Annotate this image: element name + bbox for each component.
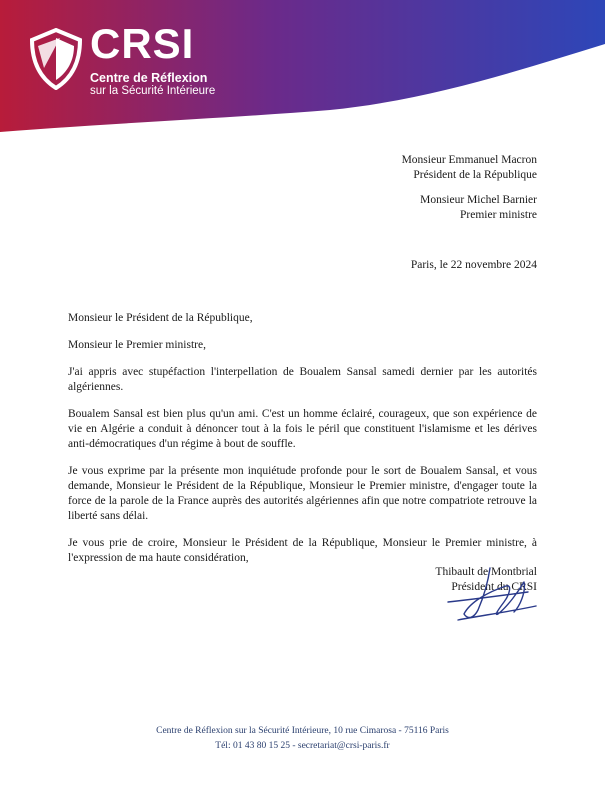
paragraph: Boualem Sansal est bien plus qu'un ami. C'est un homme éclairé, courageux, que son expérience de vie en Algérie a conduit à dénoncer tout à la fois le péril que constituent l'islamisme et les dérives anti-démocratiques d'un régime à bout de souffle. (68, 408, 537, 450)
recipient-president (402, 153, 537, 182)
paragraph: Je vous exprime par la présente mon inquiétude profonde pour le sort de Boualem Sansal, et vous demande, Monsieur le Président de la République, Monsieur le Premier ministre, d'engager toute la force de la parole de la France auprès des autorités algériennes afin que notre compatriote retrouve la liberté sans délai. (68, 465, 537, 522)
footer-address: Centre de Réflexion sur la Sécurité Intérieure, 10 rue Cimarosa - 75116 Paris (156, 726, 449, 736)
salutation: Monsieur le Premier ministre, (68, 339, 206, 351)
recipient-name: Monsieur Emmanuel Macron (401, 154, 537, 166)
footer-contact: Tél: 01 43 80 15 25 - secretariat@crsi-paris.fr (215, 741, 390, 751)
letter-date: Paris, le 22 novembre 2024 (410, 259, 537, 271)
recipient-title: Président de la République (413, 168, 537, 181)
handwritten-signature (428, 562, 548, 624)
shield-icon (30, 28, 82, 90)
signatory-name: Thibault de Montbrial (435, 566, 537, 578)
brand-subtitle-line2: sur la Sécurité Intérieure (90, 85, 216, 97)
paragraph: J'ai appris avec stupéfaction l'interpellation de Boualem Sansal samedi dernier par les autorités algériennes. (68, 366, 537, 393)
salutation: Monsieur le Président de la République, (68, 312, 253, 324)
letter-body (68, 311, 537, 578)
brand-name: CRSI (90, 20, 195, 67)
brand-subtitle-line1: Centre de Réflexion (90, 71, 208, 85)
recipient-title: Premier ministre (460, 208, 537, 221)
signatory-title: Président du CRSI (451, 581, 537, 593)
recipient-name: Monsieur Michel Barnier (420, 194, 537, 206)
recipient-prime-minister (402, 193, 537, 222)
recipients-block (402, 153, 537, 233)
paragraph: Je vous prie de croire, Monsieur le Président de la République, Monsieur le Premier ministre, à l'expression de ma haute considération, (68, 537, 537, 564)
